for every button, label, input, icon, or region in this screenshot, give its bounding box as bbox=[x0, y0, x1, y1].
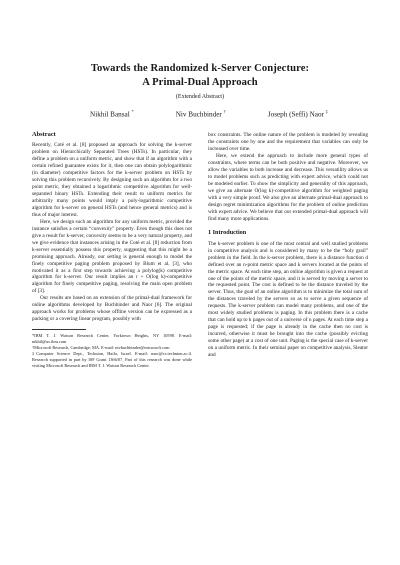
abstract-paragraph: Recently, Coté et al. [8] proposed an approach for solving the k-server problem on Hierarchically Separated Trees (HSTs). In particular, they define a problem on a uniform metric, and show that if an algorithm with a certain refined guarantee exists for it, then one can obtain polylogarithmic (in diameter) competitive factors for the k-server problem on HSTs by solving this problem recursively. By designing such an algorithm for a two point metric, they obtained a logarithmic competitive algorithm for well-separated binary HSTs. Extending their result to uniform metrics for arbitrarily many points would imply a poly-logarithmic competitive algorithm for k-server on general HSTs (and hence general metrics) and is thus of major interest. bbox=[32, 142, 192, 218]
left-column bbox=[32, 132, 192, 368]
section-heading: 1 Introduction bbox=[208, 228, 247, 236]
paper-subtitle: (Extended Abstract) bbox=[175, 94, 225, 100]
body-paragraph: Here, we extend the approach to include more general types of constraints, where terms can be both positive and negative. Moreover, we allow the variables to both increase and decrease. This versatility allows us to model problems such as predicting with expert advice, which could not be modeled earlier. To show the simplicity and generality of this approach, we give an alternate O(log k)-competitive algorithm for weighted paging with a very simple proof. We also give an alternate primal-dual approach to design regret minimization algorithms for the problem of online prediction with expert advice. We believe that our extended primal-dual approach will find many more applications. bbox=[208, 153, 368, 222]
title-line-2: A Primal-Dual Approach bbox=[142, 77, 258, 88]
footnote-rule bbox=[32, 329, 86, 330]
footnote: †Microsoft Research, Cambridge, MA. E-mail: nivbuchbinder@microsoft.com bbox=[32, 345, 170, 351]
abstract-paragraph: Here, we design such an algorithm for any uniform metric, provided the instance satisfies a certain “convexity” property. Even though this does not give a result for k-server, convexity seems to be a very natural property, and we give evidence that instances arising in the Coté et al. [8] reduction from k-server essentially possess this property, suggesting that this might be a promising approach. Already, our setting is general enough to model the finely competitive paging problem proposed by Blum et al. [3], who motivated it as a first step towards achieving a polylog(k) competitive algorithm for k-server. Our result implies an r + O(log k)-competitive algorithm for finely competitive paging, resolving the main open problem of [3]. bbox=[32, 218, 192, 295]
author-list bbox=[32, 109, 368, 118]
paper-title bbox=[32, 62, 368, 90]
body-paragraph: The k-server problem is one of the most central and well studied problems in competitive analysis and is considered by many to be the “holy grail” problem in the field. In the k-server problem, there is a distance function d defined over an n-point metric space and k servers located at the points of the metric space. At each time step, an online algorithm is given a request at one of the points of the metric space, and it is served by moving a server to the requested point. The cost is defined to be the distance traveled by the server. Thus, the goal of an online algorithm is to minimize the total sum of the distances traveled by the servers so as to serve a given sequence of requests. The k-server problem can model many problems, and one of the most widely studied problems is paging. In this problem there is a cache that can hold up to k pages out of a universe of n pages. At each time step a page is requested; if the page is already in the cache then no cost is incurred, otherwise it must be brought into the cache (possibly evicting some other page) at a cost of one unit. Paging is the special case of k-server on a uniform metric. In their seminal paper on competitive analysis, Sleator and bbox=[208, 240, 368, 358]
abstract-paragraph: Our results are based on an extension of the primal-dual framework for online algorithms developed by Buchbinder and Naor [6]. The original approach works for problems whose offline version can be expressed as a packing or a covering linear program, possibly with bbox=[32, 295, 192, 323]
footnote: *IBM T. J. Watson Research Center, Yorktown Heights, NY 10598. E-mail: nikhil@us.ibm.com bbox=[32, 333, 192, 344]
author: Niv Buchbinder † bbox=[175, 109, 226, 119]
title-line-1: Towards the Randomized k-Server Conjecture: bbox=[90, 63, 310, 74]
right-column bbox=[208, 132, 368, 368]
author: Joseph (Seffi) Naor ‡ bbox=[267, 109, 328, 119]
author: Nikhil Bansal * bbox=[90, 109, 134, 119]
footnote: ‡Computer Science Dept., Technion, Haifa, Israel. E-mail: naor@cs.technion.ac.il. Research supported in part by ISF Grant 1366/07. Part of this research was done while visiting Microsoft Research and IBM T. J. Watson Research Center. bbox=[32, 351, 192, 368]
abstract-heading: Abstract bbox=[32, 131, 56, 139]
body-paragraph: box constraints. The online nature of the problem is modeled by revealing the constraints one by one and the requirement that variables can only be increased over time. bbox=[208, 132, 368, 153]
two-column-body bbox=[32, 132, 368, 368]
